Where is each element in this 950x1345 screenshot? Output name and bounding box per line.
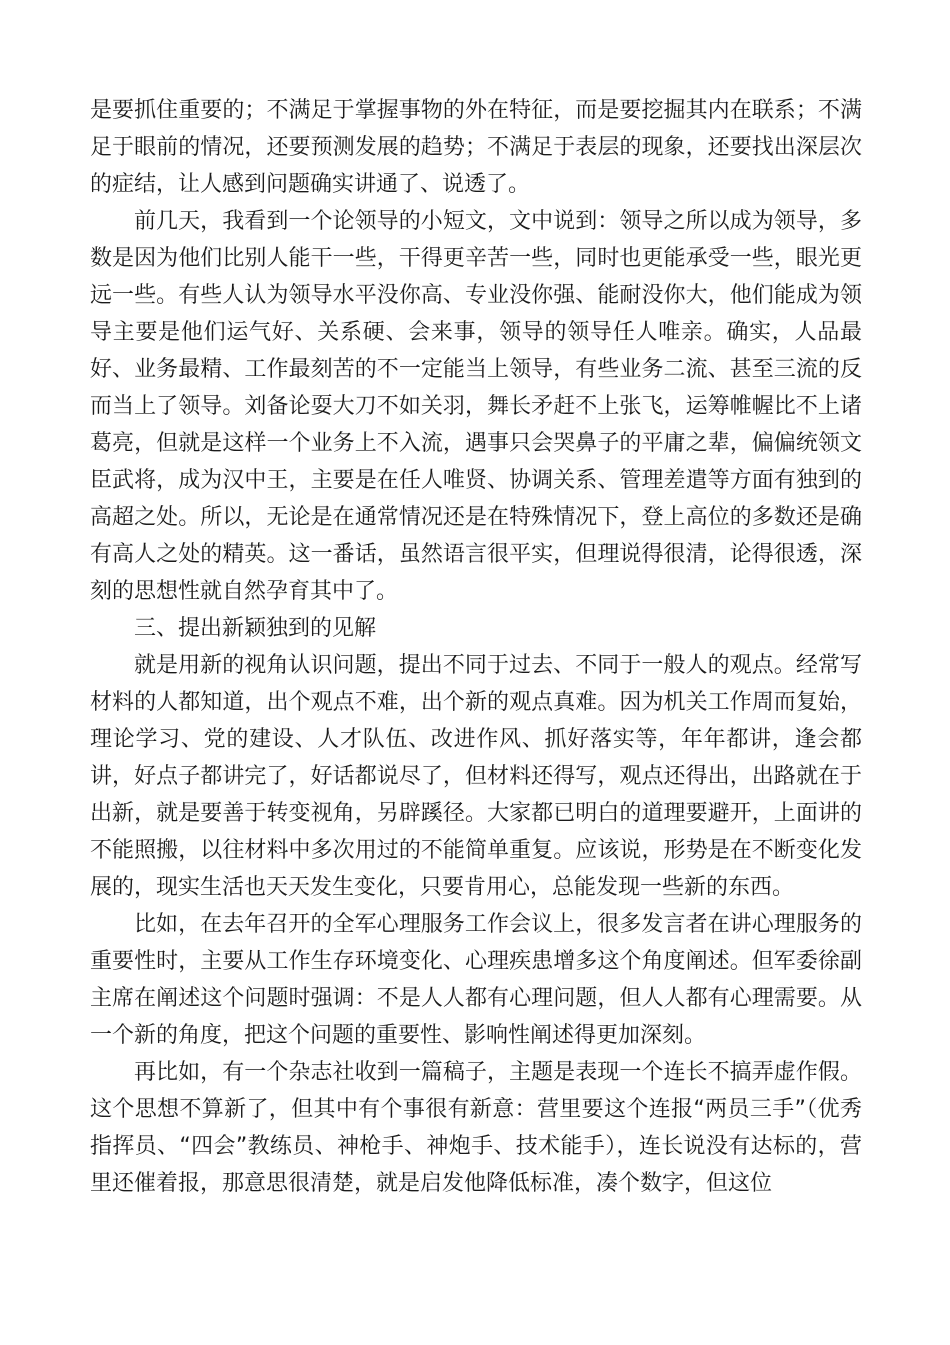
section-heading: 三、提出新颖独到的见解 (134, 616, 377, 641)
paragraph-1: 是要抓住重要的；不满足于掌握事物的外在特征，而是要挖掘其内在联系；不满足于眼前的情况，还要预测发展的趋势；不满足于表层的现象，还要找出深层次的症结，让人感到问题确实讲通了、说透了。 (90, 98, 862, 197)
paragraph-3: 就是用新的视角认识问题，提出不同于过去、不同于一般人的观点。经常写材料的人都知道，出个观点不难，出个新的观点真难。因为机关工作周而复始，理论学习、党的建设、人才队伍、改进作风、抓好落实等，年年都讲，逢会都讲，好点子都讲完了，好话都说尽了，但材料还得写，观点还得出，出路就在于出新，就是要善于转变视角，另辟蹊径。大家都已明白的道理要避开，上面讲的不能照搬，以往材料中多次用过的不能简单重复。应该说，形势是在不断变化发展的，现实生活也天天发生变化，只要肯用心，总能发现一些新的东西。 (90, 653, 862, 900)
document-page (90, 92, 862, 1202)
paragraph-2: 前几天，我看到一个论领导的小短文，文中说到：领导之所以成为领导，多数是因为他们比别人能干一些，干得更辛苦一些，同时也更能承受一些，眼光更远一些。有些人认为领导水平没你高、专业没你强、能耐没你大，他们能成为领导主要是他们运气好、关系硬、会来事，领导的领导任人唯亲。确实，人品最好、业务最精、工作最刻苦的不一定能当上领导，有些业务二流、甚至三流的反而当上了领导。刘备论耍大刀不如关羽，舞长矛赶不上张飞，运筹帷幄比不上诸葛亮，但就是这样一个业务上不入流，遇事只会哭鼻子的平庸之辈，偏偏统领文臣武将，成为汉中王，主要是在任人唯贤、协调关系、管理差遣等方面有独到的高超之处。所以，无论是在通常情况还是在特殊情况下，登上高位的多数还是确有高人之处的精英。这一番话，虽然语言很平实，但理说得很清，论得很透，深刻的思想性就自然孕育其中了。 (90, 209, 862, 604)
paragraph-4: 比如，在去年召开的全军心理服务工作会议上，很多发言者在讲心理服务的重要性时，主要从工作生存环境变化、心理疾患增多这个角度阐述。但军委徐副主席在阐述这个问题时强调：不是人人都有心理问题，但人人都有心理需要。从一个新的角度，把这个问题的重要性、影响性阐述得更加深刻。 (90, 912, 862, 1048)
paragraph-5: 再比如，有一个杂志社收到一篇稿子，主题是表现一个连长不搞弄虚作假。这个思想不算新了，但其中有个事很有新意：营里要这个连报“两员三手”（优秀指挥员、“四会”教练员、神枪手、神炮手、技术能手），连长说没有达标的，营里还催着报，那意思很清楚，就是启发他降低标准，凑个数字，但这位 (90, 1060, 862, 1196)
